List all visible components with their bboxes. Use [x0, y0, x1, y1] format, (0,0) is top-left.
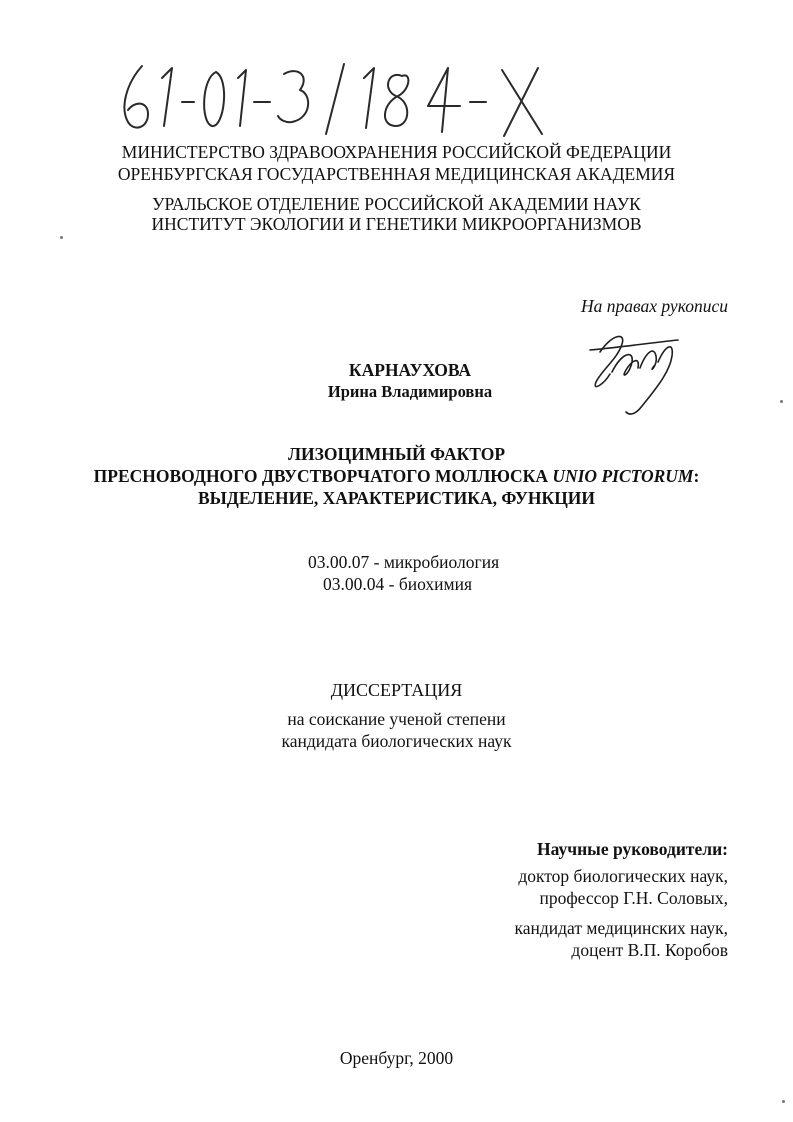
title-line-2-prefix: ПРЕСНОВОДНОГО ДВУСТВОРЧАТОГО МОЛЛЮСКА [93, 466, 553, 486]
specialty-microbiology: 03.00.07 - микробиология [308, 552, 500, 572]
supervisor-1-degree: доктор биологических наук, [518, 866, 728, 886]
place-and-year: Оренбург, 2000 [339, 1048, 454, 1068]
academy-line: ОРЕНБУРГСКАЯ ГОСУДАРСТВЕННАЯ МЕДИЦИНСКАЯ АКАДЕМИЯ [117, 164, 676, 184]
title-line-2 [0, 464, 793, 488]
scan-speck [782, 1100, 785, 1103]
degree-line-1: на соискание ученой степени [287, 709, 506, 729]
supervisors-heading: Научные руководители: [536, 839, 728, 859]
title-line-3: ВЫДЕЛЕНИЕ, ХАРАКТЕРИСТИКА, ФУНКЦИИ [197, 488, 596, 508]
dissertation-label: ДИССЕРТАЦИЯ [330, 680, 463, 700]
title-line-1: ЛИЗОЦИМНЫЙ ФАКТОР [287, 444, 506, 464]
degree-line-2: кандидата биологических наук [281, 731, 512, 751]
ras-branch-line: УРАЛЬСКОЕ ОТДЕЛЕНИЕ РОССИЙСКОЙ АКАДЕМИИ НАУК [152, 194, 641, 214]
author-given-names: Ирина Владимировна [327, 382, 493, 401]
supervisor-1-name: профессор Г.Н. Соловых, [539, 888, 728, 908]
author-surname: КАРНАУХОВА [348, 360, 472, 380]
specialty-biochemistry: 03.00.04 - биохимия [323, 574, 473, 594]
species-name: UNIO PICTORUM [552, 466, 694, 486]
scan-speck [60, 236, 63, 239]
supervisor-2-degree: кандидат медицинских наук, [514, 918, 728, 938]
title-line-2-suffix: : [693, 466, 700, 486]
supervisor-2-name: доцент В.П. Коробов [571, 940, 728, 960]
handwritten-archive-code [112, 56, 592, 146]
manuscript-rights-note: На правах рукописи [581, 296, 728, 316]
ministry-line: МИНИСТЕРСТВО ЗДРАВООХРАНЕНИЯ РОССИЙСКОЙ ФЕДЕРАЦИИ [121, 142, 672, 162]
institute-line: ИНСТИТУТ ЭКОЛОГИИ И ГЕНЕТИКИ МИКРООРГАНИЗМОВ [151, 214, 642, 234]
scan-speck [780, 400, 783, 403]
author-signature [582, 322, 692, 418]
